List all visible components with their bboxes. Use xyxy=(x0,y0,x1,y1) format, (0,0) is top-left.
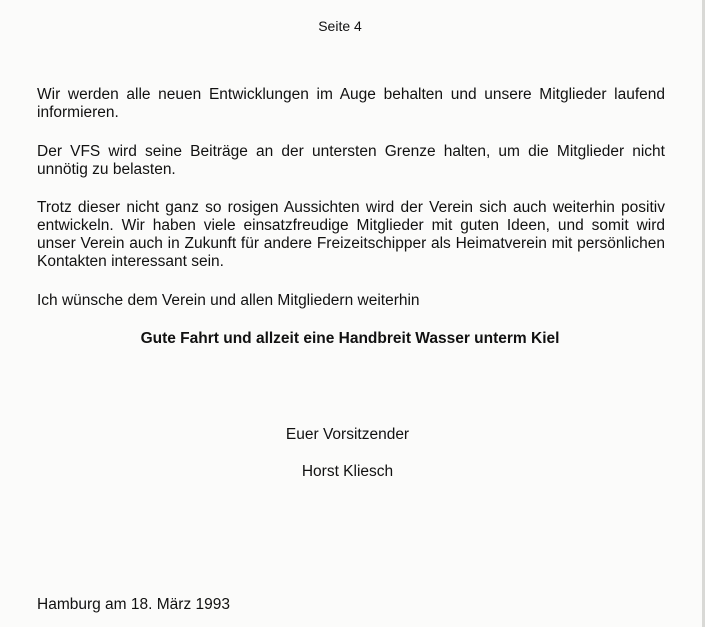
motto-line: Gute Fahrt und allzeit eine Handbreit Wasser unterm Kiel xyxy=(140,330,560,347)
closing-salutation: Euer Vorsitzender xyxy=(285,426,410,443)
paragraph-developments: Wir werden alle neuen Entwicklungen im Auge behalten und unsere Mitglieder laufend informieren. xyxy=(37,86,665,121)
paragraph-fees: Der VFS wird seine Beiträge an der untersten Grenze halten, um die Mitglieder nicht unnötig zu belasten. xyxy=(37,143,665,178)
paragraph-wishes: Ich wünsche dem Verein und allen Mitgliedern weiterhin xyxy=(37,292,420,309)
place-date: Hamburg am 18. März 1993 xyxy=(37,596,230,613)
paragraph-outlook: Trotz dieser nicht ganz so rosigen Aussichten wird der Verein sich auch weiterhin positiv entwickeln. Wir haben viele einsatzfreudige Mitglieder mit guten Ideen, und somit wird unser Verein auch in Zukunft für andere Freizeitschipper als Heimatverein mit persönlichen Kontakten interessant sein. xyxy=(37,199,665,270)
signer-name: Horst Kliesch xyxy=(301,463,394,480)
page-number: Seite 4 xyxy=(318,18,362,34)
